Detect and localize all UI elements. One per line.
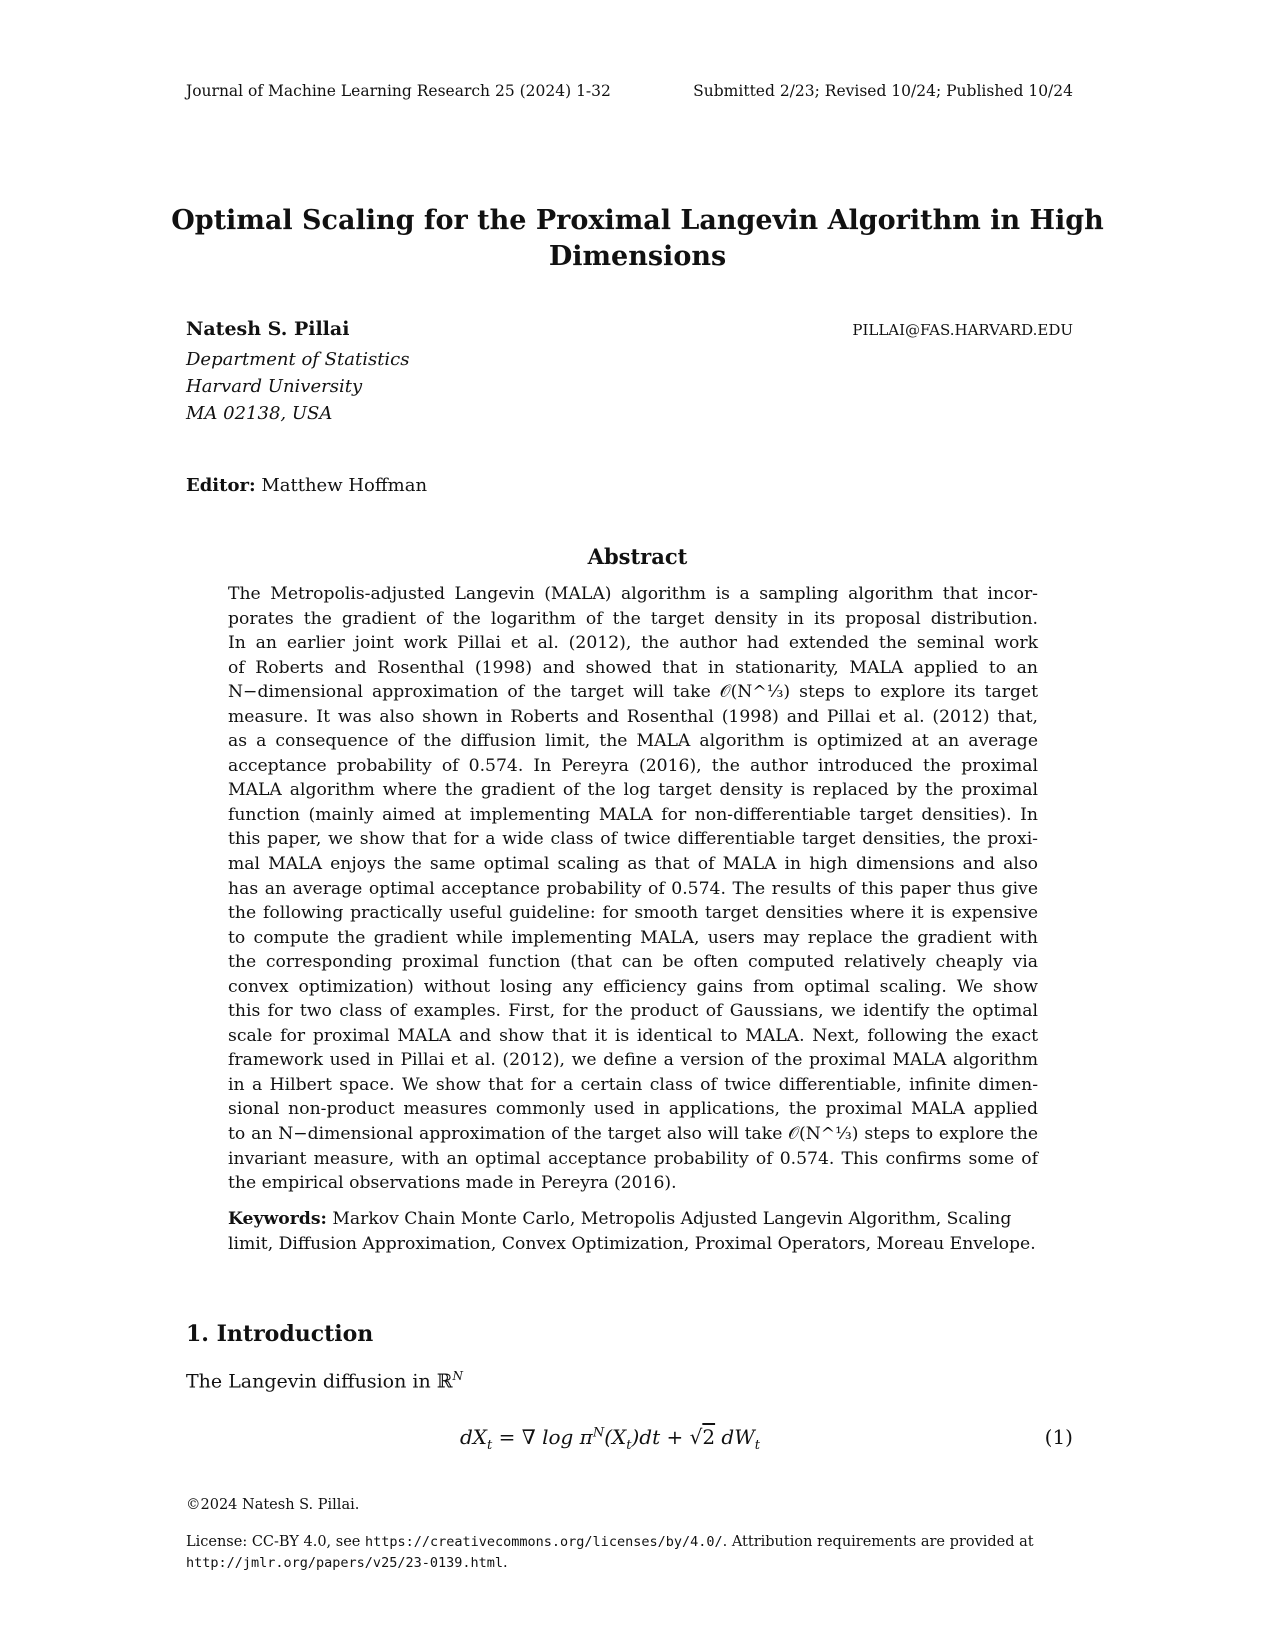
license-end: . bbox=[502, 1555, 508, 1571]
abstract-line: function (mainly aimed at implementing MALA for non-differentiable target densities). In bbox=[228, 804, 1038, 825]
affiliation-address: MA 02138, USA bbox=[186, 403, 333, 424]
publication-dates: Submitted 2/23; Revised 10/24; Published 10/24 bbox=[693, 82, 1073, 100]
section-heading: 1. Introduction bbox=[186, 1321, 374, 1347]
abstract-line: sional non-product measures commonly used in applications, the proximal MALA applied bbox=[228, 1099, 1038, 1120]
abstract-line: measure. It was also shown in Roberts and Rosenthal (1998) and Pillai et al. (2012) that, bbox=[228, 706, 1038, 727]
abstract-line: to an N−dimensional approximation of the target also will take 𝒪(N^⅓) steps to explore the bbox=[228, 1124, 1038, 1145]
abstract-line: in a Hilbert space. We show that for a certain class of twice differentiable, infinite dimen- bbox=[228, 1074, 1038, 1095]
editor-name: Matthew Hoffman bbox=[261, 475, 428, 496]
license-mid: . Attribution requirements are provided at bbox=[722, 1534, 1034, 1550]
keywords bbox=[228, 1207, 1038, 1256]
abstract-heading: Abstract bbox=[587, 544, 688, 569]
paper-title: Optimal Scaling for the Proximal Langevin Algorithm in High Dimensions bbox=[171, 205, 1104, 272]
intro-text: The Langevin diffusion in ℝ$^N$ bbox=[186, 1369, 464, 1393]
abstract-body bbox=[228, 582, 1038, 1196]
editor-line bbox=[186, 475, 427, 496]
author-email[interactable]: PILLAI@FAS.HARVARD.EDU bbox=[852, 321, 1073, 339]
abstract-line: porates the gradient of the logarithm of the target density in its proposal distribution. bbox=[228, 608, 1038, 629]
abstract-line: invariant measure, with an optimal acceptance probability of 0.574. This confirms some of bbox=[228, 1148, 1038, 1169]
abstract-line: this for two class of examples. First, for the product of Gaussians, we identify the optimal bbox=[228, 1001, 1038, 1022]
abstract-line: convex optimization) without losing any efficiency gains from optimal scaling. We show bbox=[228, 976, 1038, 997]
keywords-text: Markov Chain Monte Carlo, Metropolis Adjusted Langevin Algorithm, Scaling limit, Diffusion Approximation, Convex Optimization, Proximal Operators, Moreau Envelope. bbox=[228, 1209, 1036, 1254]
copyright: ©2024 Natesh S. Pillai. bbox=[186, 1497, 360, 1513]
abstract-line: The Metropolis-adjusted Langevin (MALA) algorithm is a sampling algorithm that incor- bbox=[228, 584, 1038, 604]
license-prefix: License: CC-BY 4.0, see bbox=[186, 1534, 365, 1550]
editor-label: Editor: bbox=[186, 475, 256, 496]
abstract-line: of Roberts and Rosenthal (1998) and showed that in stationarity, MALA applied to an bbox=[228, 657, 1038, 678]
affiliation-university: Harvard University bbox=[186, 376, 363, 397]
paper-link[interactable]: http://jmlr.org/papers/v25/23-0139.html bbox=[186, 1555, 503, 1571]
equation-number: (1) bbox=[1044, 1425, 1073, 1449]
abstract-line: scale for proximal MALA and show that it is identical to MALA. Next, following the exact bbox=[228, 1025, 1038, 1046]
abstract-line: has an average optimal acceptance probability of 0.574. The results of this paper thus give bbox=[228, 878, 1038, 899]
abstract-line: the empirical observations made in Pereyra (2016). bbox=[228, 1173, 677, 1194]
license-text bbox=[186, 1532, 1086, 1574]
abstract-line: this paper, we show that for a wide class of twice differentiable target densities, the proxi- bbox=[228, 829, 1038, 850]
equation-1: $dX_t$ = ∇ $\log \pi^N(X_t)dt + √2$ $dW_t$ bbox=[460, 1425, 761, 1453]
author-name: Natesh S. Pillai bbox=[186, 318, 350, 340]
abstract-line: N−dimensional approximation of the target will take 𝒪(N^⅓) steps to explore its target bbox=[228, 682, 1038, 703]
abstract-line: as a consequence of the diffusion limit, the MALA algorithm is optimized at an average bbox=[228, 731, 1038, 752]
abstract-line: In an earlier joint work Pillai et al. (2012), the author had extended the seminal work bbox=[228, 633, 1038, 654]
abstract-line: acceptance probability of 0.574. In Pereyra (2016), the author introduced the proximal bbox=[228, 755, 1038, 776]
abstract-line: MALA algorithm where the gradient of the log target density is replaced by the proximal bbox=[228, 780, 1038, 801]
journal-header: Journal of Machine Learning Research 25 (2024) 1-32 bbox=[186, 82, 611, 100]
abstract-line: the corresponding proximal function (that can be often computed relatively cheaply via bbox=[228, 952, 1038, 973]
keywords-label: Keywords: bbox=[228, 1209, 327, 1229]
affiliation-department: Department of Statistics bbox=[186, 349, 410, 370]
license-link[interactable]: https://creativecommons.org/licenses/by/4.0/ bbox=[364, 1534, 723, 1550]
abstract-line: mal MALA enjoys the same optimal scaling as that of MALA in high dimensions and also bbox=[228, 854, 1038, 875]
abstract-line: to compute the gradient while implementing MALA, users may replace the gradient with bbox=[228, 927, 1038, 948]
abstract-line: framework used in Pillai et al. (2012), we define a version of the proximal MALA algorithm bbox=[228, 1050, 1038, 1071]
abstract-line: the following practically useful guideline: for smooth target densities where it is expensive bbox=[228, 903, 1038, 924]
